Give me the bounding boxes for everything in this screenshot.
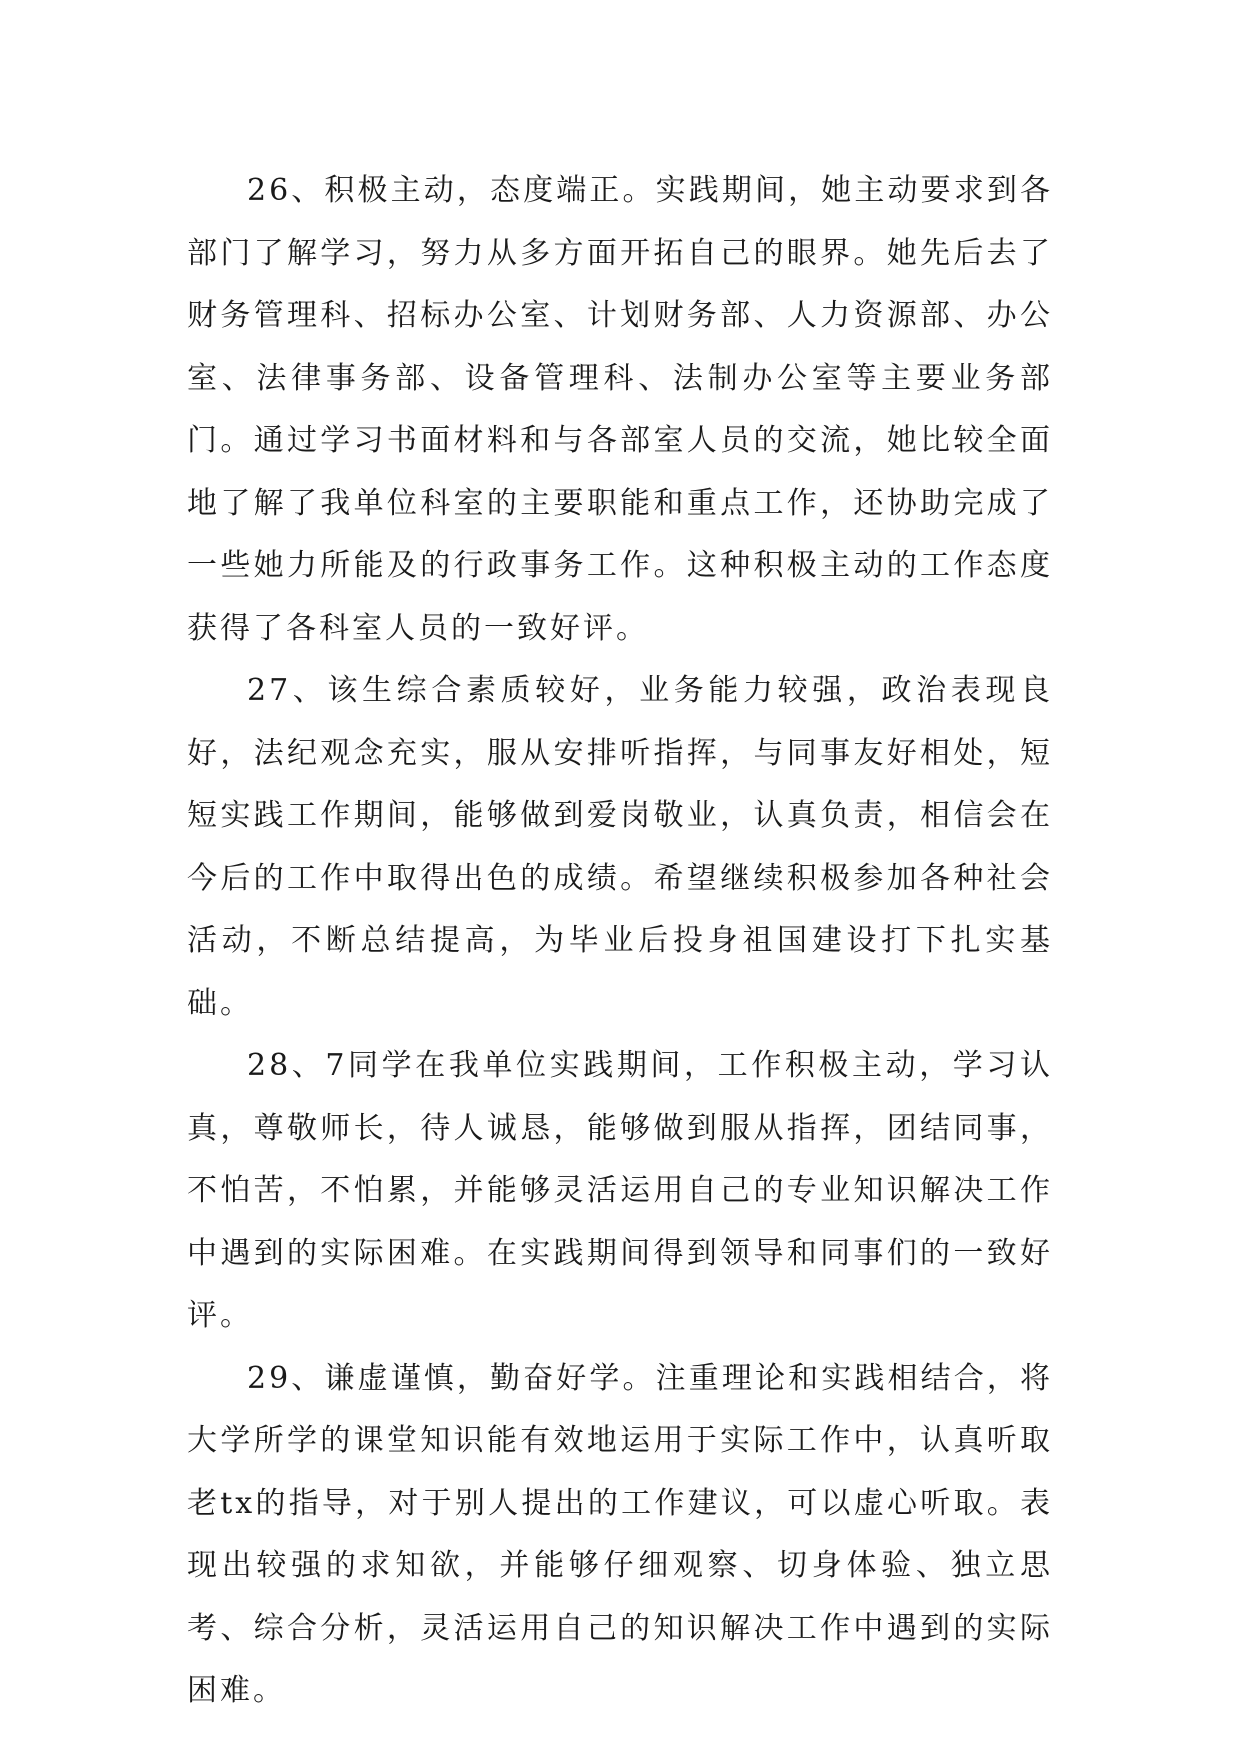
paragraph-28: 28、7同学在我单位实践期间，工作积极主动，学习认真，尊敬师长，待人诚恳，能够做到服从指挥，团结同事，不怕苦，不怕累，并能够灵活运用自己的专业知识解决工作中遇到的实际困难。在实践期间得到领导和同事们的一致好评。 — [187, 1048, 1053, 1333]
paragraph-27: 27、该生综合素质较好，业务能力较强，政治表现良好，法纪观念充实，服从安排听指挥，与同事友好相处，短短实践工作期间，能够做到爱岗敬业，认真负责，相信会在今后的工作中取得出色的成绩。希望继续积极参加各种社会活动，不断总结提高，为毕业后投身祖国建设打下扎实基础。 — [187, 673, 1053, 1021]
paragraph-29: 29、谦虚谨慎，勤奋好学。注重理论和实践相结合，将大学所学的课堂知识能有效地运用于实际工作中，认真听取老tx的指导，对于别人提出的工作建议，可以虚心听取。表现出较强的求知欲，并能够仔细观察、切身体验、独立思考、综合分析，灵活运用自己的知识解决工作中遇到的实际困难。 — [187, 1360, 1053, 1708]
document-body — [187, 160, 1053, 1723]
paragraph-26: 26、积极主动，态度端正。实践期间，她主动要求到各部门了解学习，努力从多方面开拓自己的眼界。她先后去了财务管理科、招标办公室、计划财务部、人力资源部、办公室、法律事务部、设备管理科、法制办公室等主要业务部门。通过学习书面材料和与各部室人员的交流，她比较全面地了解了我单位科室的主要职能和重点工作，还协助完成了一些她力所能及的行政事务工作。这种积极主动的工作态度获得了各科室人员的一致好评。 — [187, 173, 1053, 646]
